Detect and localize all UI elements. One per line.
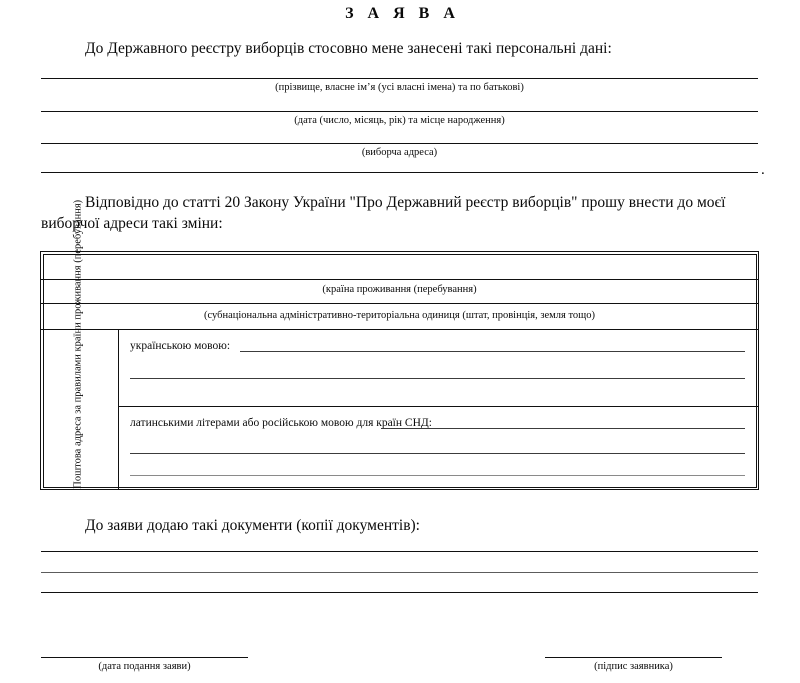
documents-paragraph: До заяви додаю такі документи (копії документів): [85,517,420,534]
language-block-divider [118,406,758,407]
latin-language-label: латинськими літерами або російською мовою для країн СНД: [130,417,432,429]
documents-fill-line-2[interactable] [41,572,758,573]
ukrainian-language-label: українською мовою: [130,340,231,352]
page-title: З А Я В А [345,5,460,22]
subnational-caption: (субнаціональна адміністративно-територіальна одиниця (штат, провінція, земля тощо) [203,310,596,321]
date-signature-line[interactable] [41,657,248,658]
request-paragraph: Відповідно до статті 20 Закону України "Про Державний реєстр виборців" прошу внести до моєї виборчої адреси такі зміни: [41,194,726,232]
ukrainian-address-line-1[interactable] [240,351,745,352]
postal-address-side-label [41,199,115,490]
documents-fill-line-3[interactable] [41,592,758,593]
signature-caption: (підпис заявника) [594,661,673,672]
country-entry-cell[interactable] [43,254,756,279]
latin-address-line-3[interactable] [130,475,745,476]
birthdate-caption: (дата (число, місяць, рік) та місце народження) [294,115,505,126]
sentence-period: . [761,162,765,178]
voting-address-fill-line[interactable] [41,143,758,144]
documents-fill-line-1[interactable] [41,551,758,552]
fullname-caption: (прізвище, власне ім’я (усі власні імена) та по батькові) [275,82,524,93]
birthdate-fill-line[interactable] [41,111,758,112]
side-label-text: Поштова адреса за правилами країни проживання (перебування) [72,199,84,489]
latin-address-line-2[interactable] [130,453,745,454]
voting-address-caption: (виборча адреса) [361,147,438,158]
side-label-divider [118,329,119,489]
fullname-fill-line[interactable] [41,78,758,79]
table-row-divider-1 [41,279,758,280]
intro-paragraph: До Державного реєстру виборців стосовно мене занесені такі персональні дані: [85,40,612,57]
applicant-signature-line[interactable] [545,657,722,658]
country-caption: (країна проживання (перебування) [322,284,477,295]
date-caption: (дата подання заяви) [98,661,191,672]
voting-address-continuation-line[interactable] [41,172,758,173]
latin-address-line-1[interactable] [381,428,745,429]
ukrainian-address-line-2[interactable] [130,378,745,379]
